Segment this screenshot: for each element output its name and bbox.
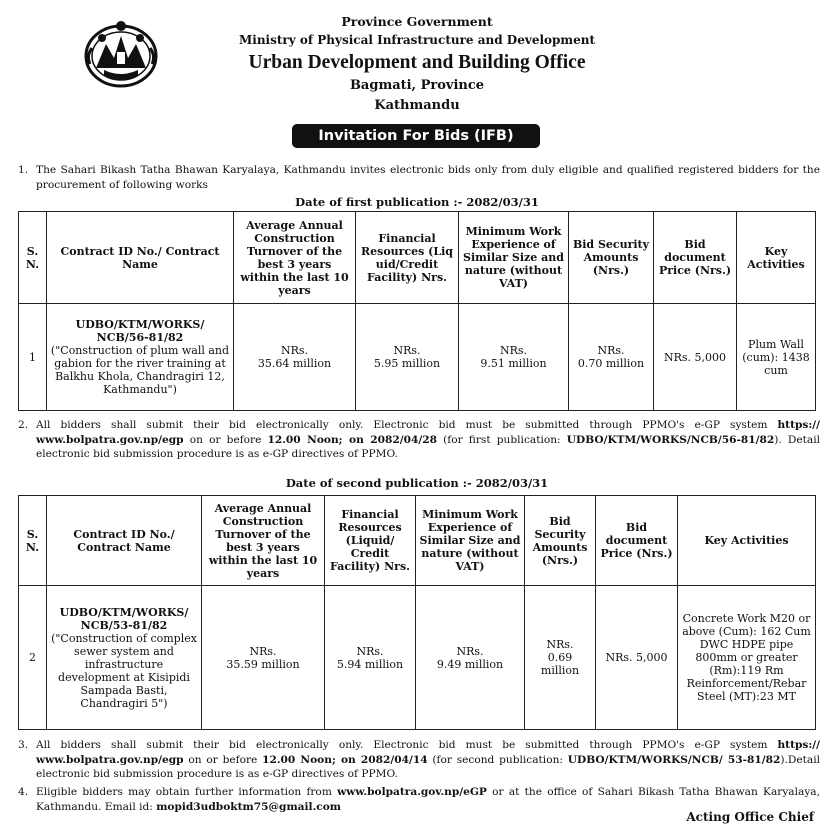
table-header-row bbox=[19, 496, 816, 586]
header-office: Urban Development and Building Office bbox=[248, 52, 586, 73]
para-text bbox=[20, 738, 820, 782]
cell-experience bbox=[416, 586, 525, 730]
bid-table-1 bbox=[18, 211, 816, 411]
col-activities: Key Activities bbox=[678, 496, 816, 586]
table-row bbox=[19, 586, 816, 730]
cell-activities: Plum Wall (cum): 1438 cum bbox=[737, 304, 816, 411]
para-text-part: ). Detail electronic bid submission procedure is as e-GP directives of PPMO. bbox=[36, 433, 820, 460]
cell-price: NRs. 5,000 bbox=[596, 586, 678, 730]
cell-experience bbox=[459, 304, 569, 411]
turnover-currency: NRs. bbox=[280, 344, 309, 357]
col-experience: Minimum Work Experience of Similar Size and nature (without VAT) bbox=[416, 496, 525, 586]
paragraph-2 bbox=[20, 418, 820, 462]
experience-currency: NRs. bbox=[456, 644, 484, 658]
col-contract: Contract ID No./ Contract Name bbox=[47, 496, 202, 586]
experience-value: 9.49 million bbox=[436, 657, 504, 671]
paragraph-1 bbox=[20, 163, 820, 192]
col-sn: S. N. bbox=[19, 212, 47, 304]
security-value: 0.70 million bbox=[577, 357, 645, 370]
col-security: Bid Security Amounts (Nrs.) bbox=[569, 212, 654, 304]
turnover-currency: NRs. bbox=[249, 644, 277, 658]
para-text-part: on or before bbox=[183, 433, 268, 446]
para-number: 3. bbox=[18, 739, 29, 751]
cell-financial bbox=[325, 586, 416, 730]
para-text-part: All bidders shall submit their bid electronically only. Electronic bid must be submitted through PPMO's e-GP system bbox=[36, 739, 778, 751]
experience-currency: NRs. bbox=[499, 344, 528, 357]
security-unit: million bbox=[540, 664, 580, 677]
cell-financial bbox=[356, 304, 459, 411]
para-text-part: All bidders shall submit their bid electronically only. Electronic bid must be submitted through PPMO's e-GP system bbox=[36, 419, 778, 431]
col-turnover: Average Annual Construction Turnover of the best 3 years within the last 10 years bbox=[234, 212, 356, 304]
cell-security bbox=[569, 304, 654, 411]
financial-currency: NRs. bbox=[356, 644, 384, 658]
table-header-row bbox=[19, 212, 816, 304]
para-number: 4. bbox=[18, 786, 29, 798]
contract-id: UDBO/KTM/WORKS/ NCB/53-81/82 bbox=[59, 605, 189, 632]
para-text: The Sahari Bikash Tatha Bhawan Karyalaya, Kathmandu invites electronic bids only from duly eligible and qualified registered bidders for the procurement of following works bbox=[36, 164, 820, 191]
egp-link[interactable]: https:// www.bolpatra.gov.np/egp bbox=[36, 739, 820, 766]
deadline: 12.00 Noon; on 2082/04/28 bbox=[267, 433, 437, 446]
cell-contract bbox=[47, 586, 202, 730]
financial-value: 5.95 million bbox=[373, 357, 441, 370]
financial-currency: NRs. bbox=[393, 344, 421, 357]
para-text-part: (for second publication: bbox=[427, 753, 568, 766]
bid-table-2 bbox=[18, 495, 816, 730]
cell-contract bbox=[47, 304, 234, 411]
table-row bbox=[19, 304, 816, 411]
para-text-part: on or before bbox=[183, 753, 263, 766]
para-number: 1. bbox=[18, 164, 29, 176]
egp-link[interactable]: https:// www.bolpatra.gov.np/egp bbox=[36, 419, 820, 446]
paragraph-3 bbox=[20, 738, 820, 782]
second-publication-date: Date of second publication :- 2082/03/31 bbox=[285, 476, 549, 490]
cell-security bbox=[525, 586, 596, 730]
turnover-value: 35.59 million bbox=[226, 657, 300, 671]
first-publication-date: Date of first publication :- 2082/03/31 bbox=[295, 195, 539, 209]
header-ministry: Ministry of Physical Infrastructure and Development bbox=[238, 33, 595, 47]
para-text bbox=[20, 418, 820, 462]
cell-turnover bbox=[202, 586, 325, 730]
para-text-part: (for first publication: bbox=[437, 433, 567, 446]
header-province: Province Government bbox=[341, 14, 493, 29]
col-financial: Financial Resources (Liquid/ Credit Facility) Nrs. bbox=[325, 496, 416, 586]
bolpatra-link[interactable]: www.bolpatra.gov.np/eGP bbox=[337, 786, 487, 798]
security-currency: NRs. bbox=[546, 638, 574, 651]
col-price: Bid document Price (Nrs.) bbox=[596, 496, 678, 586]
col-activities: Key Activities bbox=[737, 212, 816, 304]
cell-sn: 2 bbox=[19, 586, 47, 730]
col-experience: Minimum Work Experience of Similar Size and nature (without VAT) bbox=[459, 212, 569, 304]
security-currency: NRs. bbox=[597, 344, 625, 357]
email-link[interactable]: mopid3udboktm75@gmail.com bbox=[156, 800, 341, 813]
para-text-part: or at the office of Sahari Bikash Tatha Bhawan Karyalaya, Kathmandu. Email id: bbox=[36, 786, 820, 813]
experience-value: 9.51 million bbox=[480, 357, 547, 370]
cell-sn: 1 bbox=[19, 304, 47, 411]
turnover-value: 35.64 million bbox=[257, 357, 332, 370]
cell-activities: Concrete Work M20 or above (Cum): 162 Cum DWC HDPE pipe 800mm or greater (Rm):119 Rm Reinforcement/Rebar Steel (MT):23 MT bbox=[678, 586, 816, 730]
header-city: Kathmandu bbox=[374, 98, 460, 113]
contract-name: ("Construction of plum wall and gabion for the river training at Balkhu Khola, Chandragiri 12, Kathmandu") bbox=[50, 344, 230, 396]
deadline: 12.00 Noon; on 2082/04/14 bbox=[262, 753, 428, 766]
para-text-part: ).Detail electronic bid submission procedure is as e-GP directives of PPMO. bbox=[36, 753, 820, 780]
col-financial: Financial Resources (Liq uid/Credit Facility) Nrs. bbox=[356, 212, 459, 304]
col-sn: S. N. bbox=[19, 496, 47, 586]
header-province-name: Bagmati, Province bbox=[349, 78, 485, 93]
cell-turnover bbox=[234, 304, 356, 411]
col-turnover: Average Annual Construction Turnover of the best 3 years within the last 10 years bbox=[202, 496, 325, 586]
para-text-part: Eligible bidders may obtain further information from bbox=[36, 786, 338, 798]
col-price: Bid document Price (Nrs.) bbox=[654, 212, 737, 304]
signature: Acting Office Chief bbox=[686, 810, 814, 824]
cell-price: NRs. 5,000 bbox=[654, 304, 737, 411]
contract-ref: UDBO/KTM/WORKS/NCB/56-81/82 bbox=[566, 433, 775, 446]
contract-ref: UDBO/KTM/WORKS/NCB/ 53-81/82 bbox=[567, 753, 781, 766]
contract-id: UDBO/KTM/WORKS/ NCB/56-81/82 bbox=[75, 318, 205, 344]
para-number: 2. bbox=[18, 419, 29, 431]
col-security: Bid Security Amounts (Nrs.) bbox=[525, 496, 596, 586]
ifb-banner: Invitation For Bids (IFB) bbox=[292, 124, 540, 148]
col-contract: Contract ID No./ Contract Name bbox=[47, 212, 234, 304]
financial-value: 5.94 million bbox=[336, 657, 404, 671]
contract-name: ("Construction of complex sewer system and infrastructure development at Kisipidi Sampada Basti, Chandragiri 5") bbox=[51, 631, 197, 710]
security-value: 0.69 bbox=[547, 651, 573, 664]
